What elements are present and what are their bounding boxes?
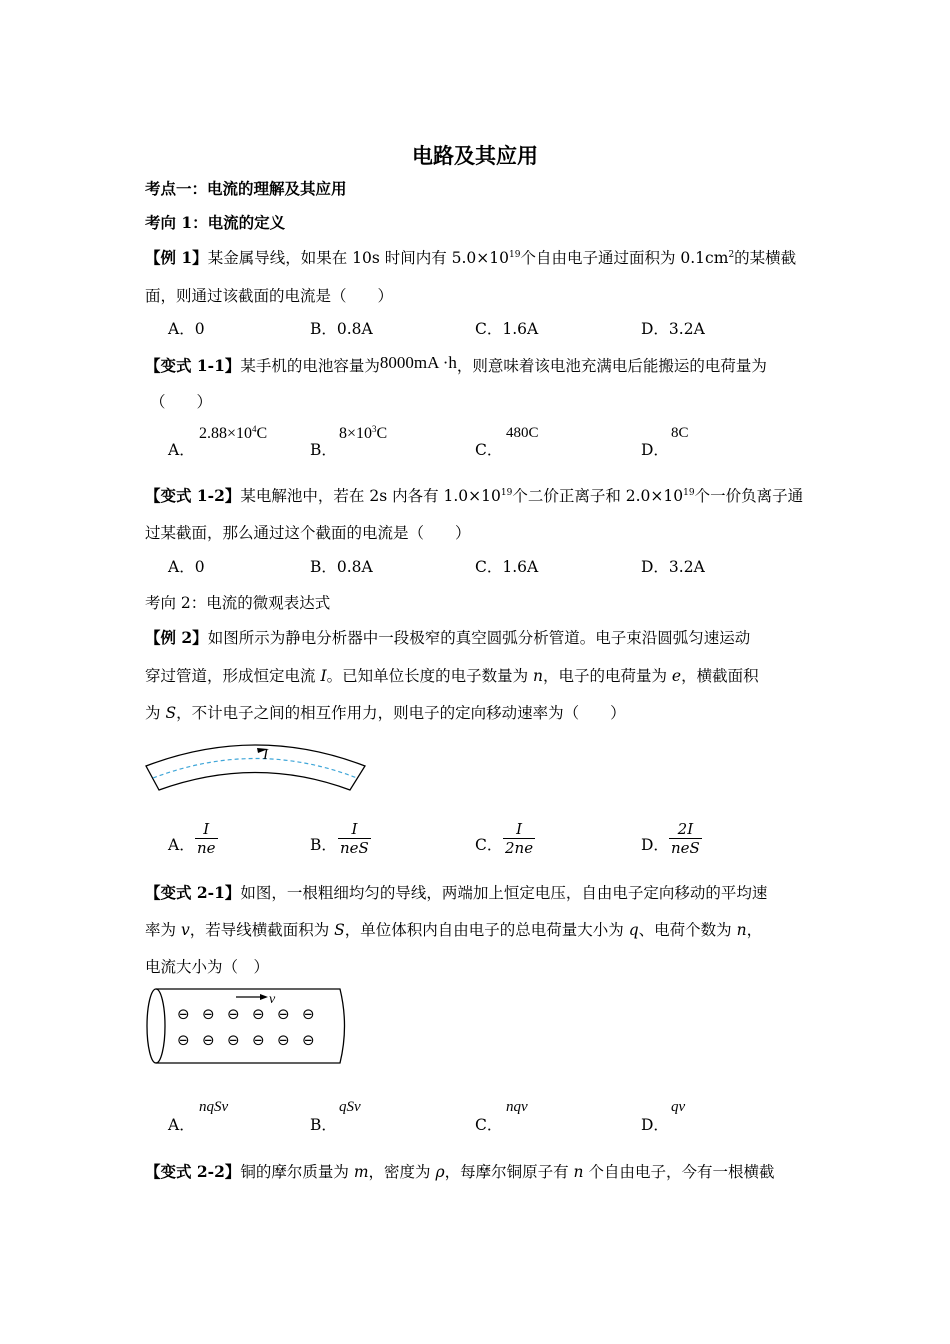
example-1-option-d: D．3.2A [641,320,705,338]
example-2-label-b: B． [310,836,337,854]
variant-1-2-tag: 【变式 1-2】 [145,486,241,505]
variant-2-1-line-2-d: 、电荷个数为 [638,921,737,939]
variant-2-1-line-1 [145,883,767,903]
variant-1-1-label-b: B． [310,441,337,459]
variant-1-1-value-b [339,425,387,443]
variant-1-2-line-1 [145,486,803,506]
example-2-line-1 [145,628,750,648]
example-2-line-2-b: 。已知单位长度的电子数量为 [326,667,533,685]
variant-2-1-value-b: qSv [339,1099,361,1115]
example-2-fraction-b [338,820,371,857]
arc-pipe-outline [146,745,365,790]
variant-1-2-option-c: C．1.6A [475,558,539,576]
example-1-text-a: 某金属导线，如果在 10s 时间内有 5.0×10 [207,249,510,267]
variable-m: m [353,1163,369,1181]
wire-body-outline [156,989,345,1063]
fraction-d-numerator: 2I [677,820,694,838]
example-1-tag: 【例 1】 [145,248,208,267]
electron-icon: ⊖ [252,1005,265,1023]
variable-S: S [165,704,177,722]
variable-I: I [320,667,327,685]
velocity-arrow-icon [260,994,268,1000]
variant-2-1-value-a: nqSv [199,1099,229,1115]
electron-icon: ⊖ [202,1031,215,1049]
variant-2-1-line-2-e: ， [746,921,763,939]
page-title: 电路及其应用 [412,143,538,168]
example-2-line-2-d: ，横截面积 [681,667,759,685]
variant-1-1-text-a: 某手机的电池容量为 [240,357,380,375]
figure-label-I: I [263,747,268,763]
example-2-fraction-c [503,820,535,857]
example-1-exponent-1: 19 [509,250,521,260]
electron-icon: ⊖ [177,1005,190,1023]
variant-2-1-label-a: A． [168,1116,195,1134]
variant-2-1-value-c: nqv [506,1099,528,1115]
fraction-c-numerator: I [516,820,523,838]
electron-icon: ⊖ [177,1031,190,1049]
fraction-c-denominator: 2ne [505,839,534,857]
variant-1-1-value-d: 8C [671,425,689,441]
example-2-label-c: C． [475,836,503,854]
value-b-exponent: 3 [372,424,377,434]
variable-rho: ρ [435,1163,445,1181]
example-2-fraction-d [669,820,702,857]
variant-2-1-line-2-c: ，单位体积内自由电子的总电荷量大小为 [344,921,629,939]
fraction-d-denominator: neS [671,839,700,857]
electron-icon: ⊖ [252,1031,265,1049]
wire-figure [142,986,352,1068]
example-1-text-b: 个自由电子通过面积为 0.1cm [520,249,729,267]
example-2-line-2 [145,666,759,686]
variant-1-2-exponent-2: 19 [683,488,695,498]
value-a-unit: C [256,425,268,442]
example-1-text-c: 的某横截 [734,249,797,267]
variable-e: e [671,667,682,685]
value-b-base: 8×10 [339,425,373,442]
variant-1-1-value-c: 480C [506,425,539,441]
variant-2-1-line-2-a: 率为 [145,921,181,939]
variant-2-1-line-1-text: 如图，一根粗细均匀的导线，两端加上恒定电压，自由电子定向移动的平均速 [240,884,768,902]
example-2-line-2-a: 穿过管道，形成恒定电流 [145,667,321,685]
variant-2-1-label-c: C． [475,1116,503,1134]
example-2-line-3-b: ，不计电子之间的相互作用力，则电子的定向移动速率为（ ） [176,704,626,722]
variant-1-2-text-a: 某电解池中，若在 2s 内各有 1.0×10 [240,487,501,505]
electron-icon: ⊖ [302,1031,315,1049]
section-heading-kaodian1: 考点一：电流的理解及其应用 [145,179,347,198]
example-2-line-3 [145,703,626,723]
variant-1-2-text-c: 个一价负离子通 [694,487,804,505]
subsection-heading-kaoxiang1: 考向 1：电流的定义 [145,213,286,232]
variant-1-2-exponent-1: 19 [500,488,513,498]
variant-2-2-text-b: ，密度为 [368,1163,436,1181]
electron-icon: ⊖ [227,1031,240,1049]
variant-1-2-line-2: 过某截面，那么通过这个截面的电流是（ ） [145,524,471,542]
variant-1-1-label-a: A． [168,441,195,459]
electron-icon: ⊖ [227,1005,240,1023]
example-2-tag: 【例 2】 [145,628,208,647]
example-1-option-c: C．1.6A [475,320,539,338]
variant-2-1-line-3: 电流大小为（ ） [145,958,270,976]
value-b-unit: C [376,425,388,442]
variable-n-3: n [573,1163,584,1181]
electron-icon: ⊖ [202,1005,215,1023]
wire-end-ellipse [147,989,165,1063]
variant-1-1-text-b: ，则意味着该电池充满电后能搬运的电荷量为 [456,357,767,375]
example-2-fraction-a [195,820,218,857]
variant-1-1-tag: 【变式 1-1】 [145,356,241,375]
example-2-label-a: A． [168,836,195,854]
arc-pipe-figure [140,735,372,795]
electron-beam-path [153,759,357,779]
variant-1-2-text-b: 个二价正离子和 2.0×10 [512,487,684,505]
example-2-line-1-text: 如图所示为静电分析器中一段极窄的真空圆弧分析管道。电子束沿圆弧匀速运动 [207,629,751,647]
fraction-b-numerator: I [351,820,358,838]
variant-2-2-tag: 【变式 2-2】 [145,1162,241,1181]
variant-2-1-tag: 【变式 2-1】 [145,883,241,902]
variant-2-2-line-1 [145,1162,774,1182]
electron-row-2 [177,1031,315,1049]
fraction-b-denominator: neS [340,839,369,857]
variant-1-1-label-d: D． [641,441,669,459]
variant-1-1-line-1 [145,353,767,376]
fraction-a-denominator: ne [197,839,216,857]
battery-capacity: 8000mA ·h [379,353,457,372]
variant-1-1-label-c: C． [475,441,503,459]
variant-2-1-line-2-b: ，若导线横截面积为 [189,921,335,939]
variant-2-1-label-d: D． [641,1116,669,1134]
variant-1-1-line-2: （ ） [150,393,213,411]
electron-icon: ⊖ [277,1005,290,1023]
example-2-label-d: D． [641,836,669,854]
variant-2-1-value-d: qv [671,1099,686,1115]
electron-row-1 [177,1005,315,1023]
electron-icon: ⊖ [277,1031,290,1049]
fraction-a-numerator: I [203,820,210,838]
variable-v: v [180,921,190,939]
variant-1-2-option-a: A．0 [168,558,205,576]
variant-1-2-option-d: D．3.2A [641,558,705,576]
variable-S-2: S [334,921,345,939]
variable-n: n [533,667,543,685]
variant-2-1-label-b: B． [310,1116,337,1134]
variant-2-1-line-2 [145,920,762,940]
variant-2-2-text-d: 个自由电子，今有一根横截 [583,1163,775,1181]
example-2-line-2-c: ，电子的电荷量为 [542,667,672,685]
variant-2-2-text-a: 铜的摩尔质量为 [240,1163,354,1181]
variant-1-1-value-a [199,425,267,443]
electron-icon: ⊖ [302,1005,315,1023]
subsection-heading-kaoxiang2: 考向 2：电流的微观表达式 [145,594,331,612]
value-a-base: 2.88×10 [199,425,253,442]
example-1-line-1 [145,248,796,268]
example-2-line-3-a: 为 [145,704,166,722]
example-1-line-2: 面，则通过该截面的电流是（ ） [145,287,394,305]
variant-1-2-option-b: B．0.8A [310,558,373,576]
variable-n-2: n [736,921,747,939]
variant-2-2-text-c: ，每摩尔铜原子有 [444,1163,574,1181]
example-1-option-a: A．0 [168,320,205,338]
example-1-option-b: B．0.8A [310,320,373,338]
figure-label-v: v [269,992,276,1007]
example-1-exponent-2: 2 [728,250,735,260]
value-a-exponent: 4 [252,424,257,434]
variable-q: q [628,921,639,939]
